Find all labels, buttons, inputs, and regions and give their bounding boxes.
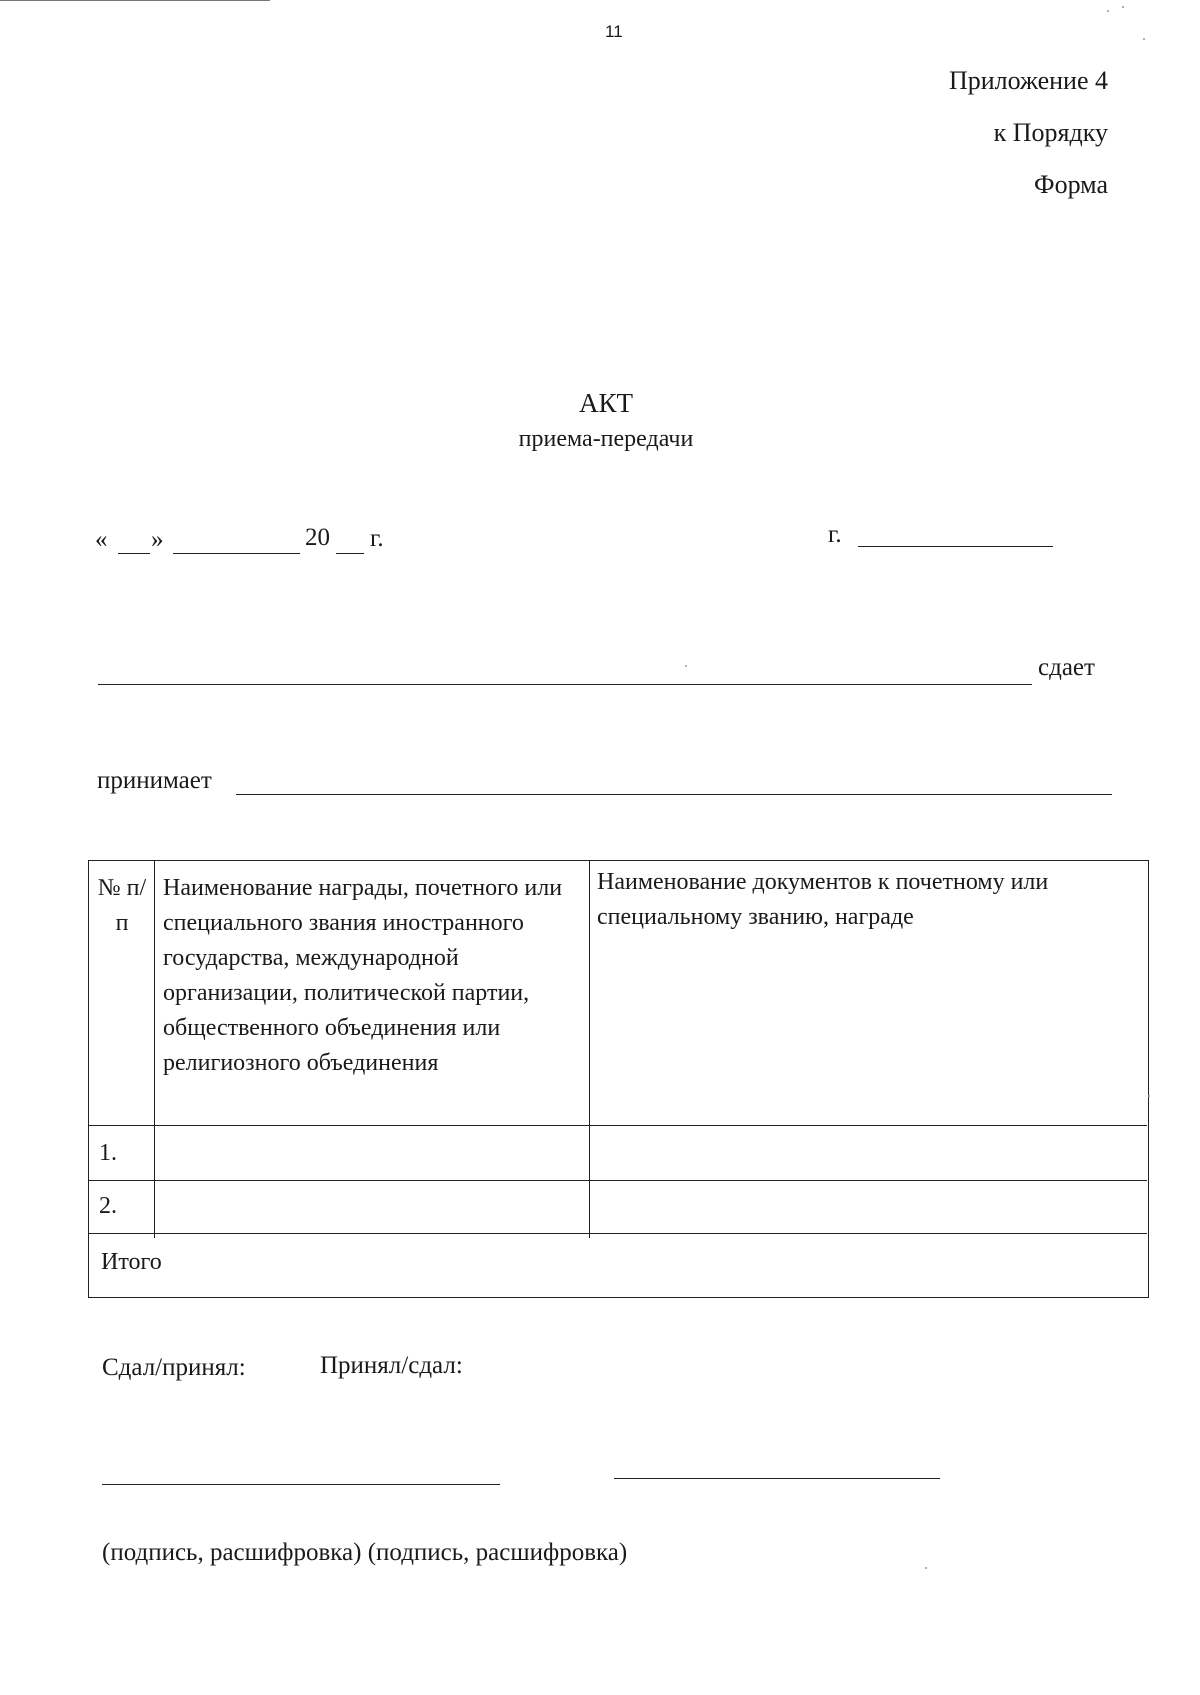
year-field[interactable] (336, 553, 364, 554)
scan-speck (1107, 10, 1109, 12)
order-reference: к Порядку (993, 118, 1108, 147)
hands-over-label: сдает (1038, 654, 1095, 681)
column-divider (154, 861, 155, 1238)
accepts-field[interactable] (236, 794, 1112, 795)
table-header-number: № п/п (97, 875, 147, 936)
hands-over-field[interactable] (98, 684, 1032, 685)
city-field[interactable] (858, 546, 1053, 547)
quote-close: » (151, 526, 164, 553)
form-label: Форма (1034, 170, 1108, 199)
document-title: АКТ (579, 388, 633, 418)
signature-left-label: Сдал/принял: (102, 1354, 246, 1381)
table-header-documents: Наименование документов к почетному или специальному званию, награде (597, 869, 1049, 930)
city-prefix: г. (828, 521, 842, 548)
column-divider (589, 861, 590, 1238)
row-divider (89, 1180, 1147, 1181)
day-field[interactable] (118, 553, 150, 554)
quote-open: « (95, 526, 108, 553)
accepts-label: принимает (97, 767, 212, 794)
signature-right-field[interactable] (614, 1478, 940, 1479)
scan-speck (685, 665, 687, 667)
month-field[interactable] (173, 553, 300, 554)
signature-caption: (подпись, расшифровка) (подпись, расшифровка) (102, 1539, 628, 1566)
items-table (88, 860, 1149, 1298)
table-cell-documents[interactable] (595, 1184, 1143, 1230)
scan-speck (1148, 1095, 1150, 1097)
table-header-award: Наименование награды, почетного или специального звания иностранного государства, международной организации, политической партии, общественного объединения или религиозного объединения (163, 875, 563, 1076)
signature-right-label: Принял/сдал: (320, 1352, 463, 1379)
scan-speck (1122, 6, 1124, 8)
table-total-label: Итого (101, 1249, 162, 1275)
table-cell-award[interactable] (161, 1129, 585, 1177)
document-subtitle: приема-передачи (518, 426, 694, 452)
scan-speck (1143, 38, 1145, 40)
year-prefix: 20 (305, 524, 330, 551)
scan-speck (925, 1567, 927, 1569)
signature-left-field[interactable] (102, 1484, 500, 1485)
table-cell-documents[interactable] (595, 1129, 1143, 1177)
row-divider (89, 1125, 1147, 1126)
table-row-number: 2. (99, 1193, 117, 1219)
table-cell-award[interactable] (161, 1184, 585, 1230)
year-suffix: г. (370, 525, 384, 552)
row-divider (89, 1233, 1147, 1234)
scan-edge-line (0, 0, 270, 1)
table-row-number: 1. (99, 1140, 117, 1166)
page-number: 11 (605, 22, 623, 41)
appendix-label: Приложение 4 (948, 66, 1108, 95)
